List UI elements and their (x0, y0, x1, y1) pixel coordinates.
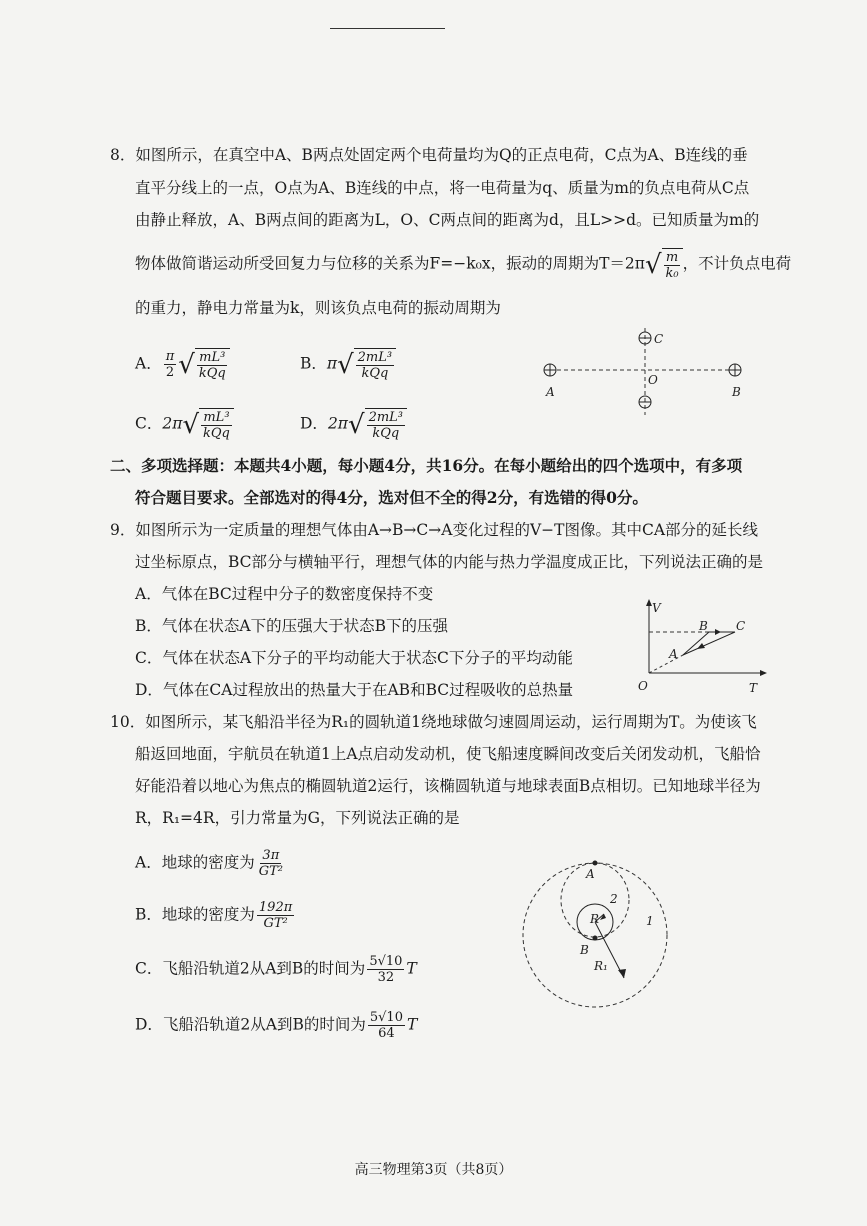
q10-option-d: D．飞船沿轨道2从A到B的时间为 $\frac{5√10}{64}$ T (135, 1010, 418, 1041)
label-state-b: B (699, 619, 708, 633)
orbit-1 (523, 863, 667, 1007)
label-origin: O (638, 679, 648, 693)
q8-option-a: A． $\frac{\pi}{2}$ √ $\frac{\text{mL³}}{\text{kQq}}$ (135, 348, 230, 381)
label-orbit-1: 1 (646, 914, 654, 928)
q9-option-d: D．气体在CA过程放出的热量大于在AB和BC过程吸收的总热量 (135, 681, 574, 699)
q8-line5: 的重力，静电力常量为k，则该负点电荷的振动周期为 (135, 299, 501, 317)
label-r1: R₁ (594, 959, 608, 973)
q10-line1: 10．如图所示，某飞船沿半径为R₁的圆轨道1绕地球做匀速圆周运动，运行周期为T。为使该飞 (110, 713, 757, 731)
q9-option-b: B．气体在状态A下的压强大于状态B下的压强 (135, 617, 448, 635)
q10-orbit-figure (520, 850, 690, 1020)
q8-line3: 由静止释放，A、B两点间的距离为L，O、C两点间的距离为d，且L>>d。已知质量为m的 (135, 211, 760, 229)
label-point-a: A (586, 867, 595, 881)
process-ab (683, 632, 709, 655)
period-formula: √ $\frac{m}{\text{k₀}}$ (645, 248, 683, 281)
label-state-c: C (736, 619, 746, 633)
label-o: O (648, 373, 658, 387)
q8-option-c: C．2π √ $\frac{\text{mL³}}{\text{kQq}}$ (135, 408, 234, 441)
q9-line2: 过坐标原点，BC部分与横轴平行，理想气体的内能与热力学温度成正比，下列说法正确的是 (135, 553, 764, 571)
q9-option-a: A．气体在BC过程中分子的数密度保持不变 (135, 585, 434, 603)
q10-line2: 船返回地面，宇航员在轨道1上A点启动发动机，使飞船速度瞬间改变后关闭发动机，飞船恰 (135, 745, 761, 763)
label-a: A (546, 385, 555, 399)
q10-option-b: B．地球的密度为 $\frac{192\pi}{\text{GT²}}$ (135, 900, 293, 931)
section2-line1: 二、多项选择题：本题共4小题，每小题4分，共16分。在每小题给出的四个选项中，有多项 (110, 456, 743, 475)
q10-line4: R，R₁=4R，引力常量为G，下列说法正确的是 (135, 809, 460, 827)
q8-line2: 直平分线上的一点，O点为A、B连线的中点，将一电荷量为q、质量为m的负点电荷从C点 (135, 179, 750, 197)
label-c: C (654, 332, 664, 346)
q10-option-a: A．地球的密度为 $\frac{3\pi}{\text{GT²}}$ (135, 848, 283, 879)
q8-charge-figure (530, 320, 760, 440)
label-orbit-2: 2 (610, 892, 618, 906)
q9-line1: 9．如图所示为一定质量的理想气体由A→B→C→A变化过程的V−T图像。其中CA部分的延长线 (110, 521, 759, 539)
q8-line1: 8．如图所示，在真空中A、B两点处固定两个电荷量均为Q的正点电荷，C点为A、B连线的垂 (110, 146, 748, 164)
q9-vt-figure (635, 598, 770, 696)
label-b: B (732, 385, 741, 399)
q8-option-d: D．2π √ $\frac{\text{2mL³}}{\text{kQq}}$ (300, 408, 407, 441)
label-v: V (652, 601, 661, 615)
section2-line2: 符合题目要求。全部选对的得4分，选对但不全的得2分，有选错的得0分。 (135, 488, 648, 507)
point-a (593, 861, 598, 866)
process-ca (683, 632, 735, 655)
q8-line4: 物体做简谐运动所受回复力与位移的关系为F=−k₀x，振动的周期为T＝2π √ $\frac{m}{\text{k₀}}$ ，不计负点电荷 (135, 249, 792, 281)
header-rule (330, 28, 445, 29)
q8-option-b: B．π √ $\frac{\text{2mL³}}{\text{kQq}}$ (300, 348, 396, 381)
label-state-a: A (669, 647, 678, 661)
q10-option-c: C．飞船沿轨道2从A到B的时间为 $\frac{5√10}{32}$ T (135, 954, 417, 985)
label-t: T (749, 681, 758, 695)
q10-line3: 好能沿着以地心为焦点的椭圆轨道2运行，该椭圆轨道与地球表面B点相切。已知地球半径为 (135, 777, 761, 795)
label-point-b: B (580, 943, 589, 957)
q9-option-c: C．气体在状态A下分子的平均动能大于状态C下分子的平均动能 (135, 649, 573, 667)
label-r: R (590, 912, 600, 926)
page-footer: 高三物理第3页（共8页） (354, 1162, 513, 1178)
point-b (593, 936, 598, 941)
